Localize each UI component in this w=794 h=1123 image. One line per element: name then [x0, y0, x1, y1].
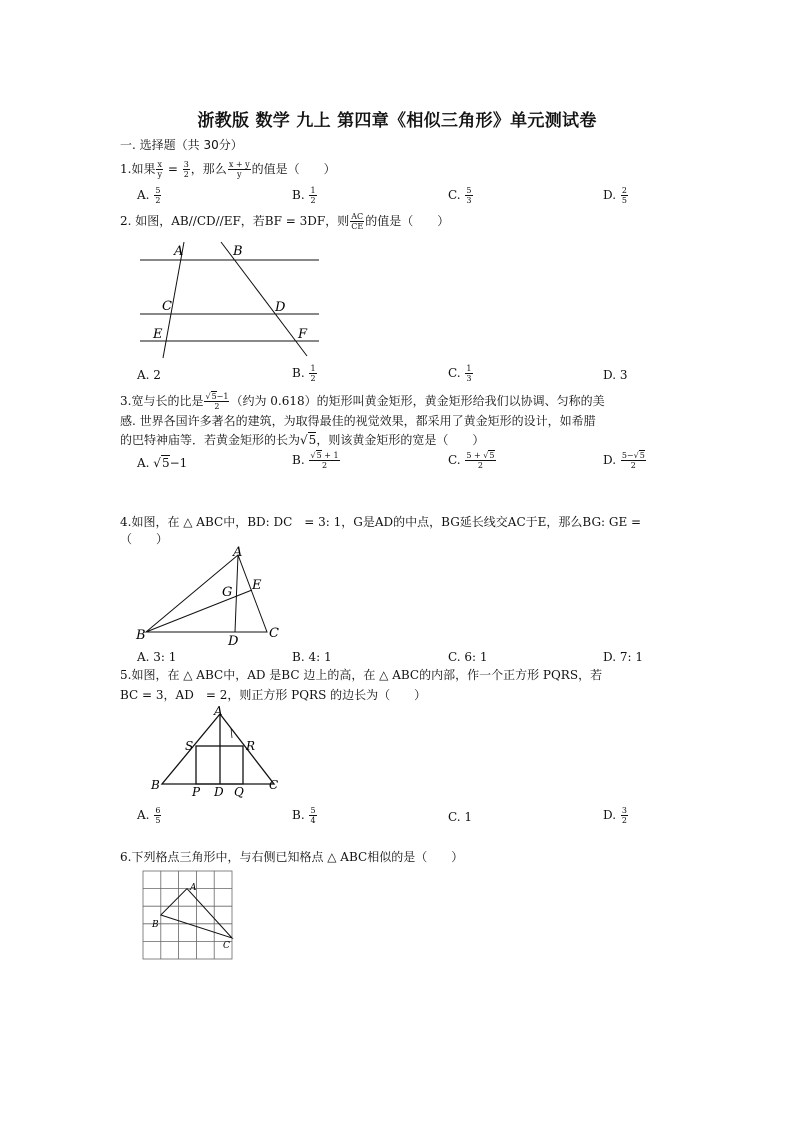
q2-option-d[interactable]: D. 3 [603, 368, 628, 382]
q4-option-a[interactable]: A. 3: 1 [137, 650, 177, 664]
q5-option-d[interactable]: D. $\frac{3}{2}$ [603, 806, 627, 825]
q5-option-a[interactable]: A. $\frac{6}{5}$ [137, 806, 161, 825]
exam-title: 浙教版 数学 九上 第四章《相似三角形》单元测试卷 [197, 111, 597, 131]
q1-option-c[interactable]: C. $\frac{5}{3}$ [448, 186, 472, 205]
label-a: A [174, 244, 184, 259]
q1-cond-fraction: $\frac{x}{y}$ [157, 160, 162, 179]
q3-golden-ratio: $\frac{√5-1}{2}$ [205, 392, 229, 411]
q1-option-d[interactable]: D. $\frac{2}{5}$ [603, 186, 627, 205]
q2-parallel-lines-figure [136, 236, 326, 364]
label-c: C [223, 941, 230, 951]
q5-option-c[interactable]: C. 1 [448, 810, 473, 824]
label-b: B [136, 628, 146, 643]
label-g: G [222, 585, 233, 600]
label-d: D [275, 300, 286, 315]
label-e: E [252, 578, 262, 593]
label-c: C [269, 778, 279, 792]
label-a: A [190, 883, 197, 893]
q3-option-c[interactable]: C. $\frac{5 + √5}{2}$ [448, 451, 495, 470]
q1-cond-value: $\frac{3}{2}$ [183, 160, 189, 179]
q5-option-b[interactable]: B. $\frac{5}{4}$ [292, 806, 316, 825]
q5-line-1: 5.如图，在 △ ABC中，AD 是BC 边上的高，在 △ ABC的内部，作一个正方形 PQRS，若 [120, 668, 603, 682]
segment-ad [235, 555, 238, 632]
label-c: C [162, 299, 172, 314]
q4-option-d[interactable]: D. 7: 1 [603, 650, 643, 664]
triangle-abc [146, 555, 267, 632]
q5-line-2: BC = 3，AD = 2，则正方形 PQRS 的边长为（ ） [120, 688, 427, 702]
q2-option-a[interactable]: A. 2 [137, 368, 161, 382]
label-q: Q [234, 785, 244, 799]
label-f: F [298, 327, 308, 342]
label-r: R [246, 739, 256, 753]
label-a: A [214, 704, 223, 718]
q3-option-a[interactable]: A. √5−1 [137, 456, 188, 470]
q3-option-d[interactable]: D. $\frac{5-√5}{2}$ [603, 451, 645, 470]
q1-option-a[interactable]: A. $\frac{5}{2}$ [137, 186, 161, 205]
q1-stem: 1.如果 $\frac{x}{y}$ = $\frac{3}{2}$ ，那么 $\frac{x + y}{y}$ 的值是（ ） [120, 160, 336, 179]
q1-prefix: 1.如果 [120, 162, 156, 176]
q4-option-c[interactable]: C. 6: 1 [448, 650, 488, 664]
q3-line-3: 的巴特神庙等．若黄金矩形的长为√5，则该黄金矩形的宽是（ ） [120, 433, 485, 447]
label-d: D [228, 634, 239, 646]
label-d: D [214, 785, 224, 799]
q6-grid-triangle-figure [140, 868, 236, 962]
label-s: S [185, 739, 194, 753]
q3-line-1: 3.宽与长的比是 $\frac{√5-1}{2}$ （约为 0.618）的矩形叫黄金矩形，黄金矩形给我们以协调、匀称的美 [120, 392, 605, 411]
q4-option-b[interactable]: B. 4: 1 [292, 650, 332, 664]
label-c: C [269, 626, 279, 641]
q3-line-2: 感. 世界各国许多著名的建筑，为取得最佳的视觉效果，都采用了黄金矩形的设计，如希腊 [120, 414, 596, 428]
label-b: B [151, 778, 160, 792]
q4-line-1: 4.如图，在 △ ABC中，BD: DC = 3: 1，G是AD的中点，BG延长线交AC于E，那么BG: GE = [120, 515, 642, 529]
q5-square-in-triangle-figure [148, 704, 288, 800]
q4-line-2: （ ） [120, 532, 169, 546]
q6-line-1: 6.下列格点三角形中，与右侧已知格点 △ ABC相似的是（ ） [120, 850, 464, 864]
label-b: B [152, 920, 159, 930]
q3-option-b[interactable]: B. $\frac{√5 + 1}{2}$ [292, 451, 339, 470]
label-a: A [233, 545, 243, 560]
transversal-bdf [221, 242, 307, 356]
q2-option-c[interactable]: C. $\frac{1}{3}$ [448, 364, 472, 383]
section-heading: 一. 选择题（共 30分） [120, 138, 243, 152]
label-p: P [192, 785, 201, 799]
q1-option-b[interactable]: B. $\frac{1}{2}$ [292, 186, 316, 205]
label-b: B [233, 244, 243, 259]
q2-stem: 2. 如图，AB//CD//EF，若BF = 3DF，则 $\frac{AC}{CE}$ 的值是（ ） [120, 212, 450, 231]
q4-triangle-figure [134, 544, 284, 646]
q1-expression: $\frac{x + y}{y}$ [228, 160, 250, 179]
q2-fraction: $\frac{AC}{CE}$ [351, 212, 364, 231]
q2-option-b[interactable]: B. $\frac{1}{2}$ [292, 364, 316, 383]
triangle-abc [162, 714, 274, 784]
label-e: E [153, 327, 163, 342]
lattice-grid [143, 871, 232, 959]
